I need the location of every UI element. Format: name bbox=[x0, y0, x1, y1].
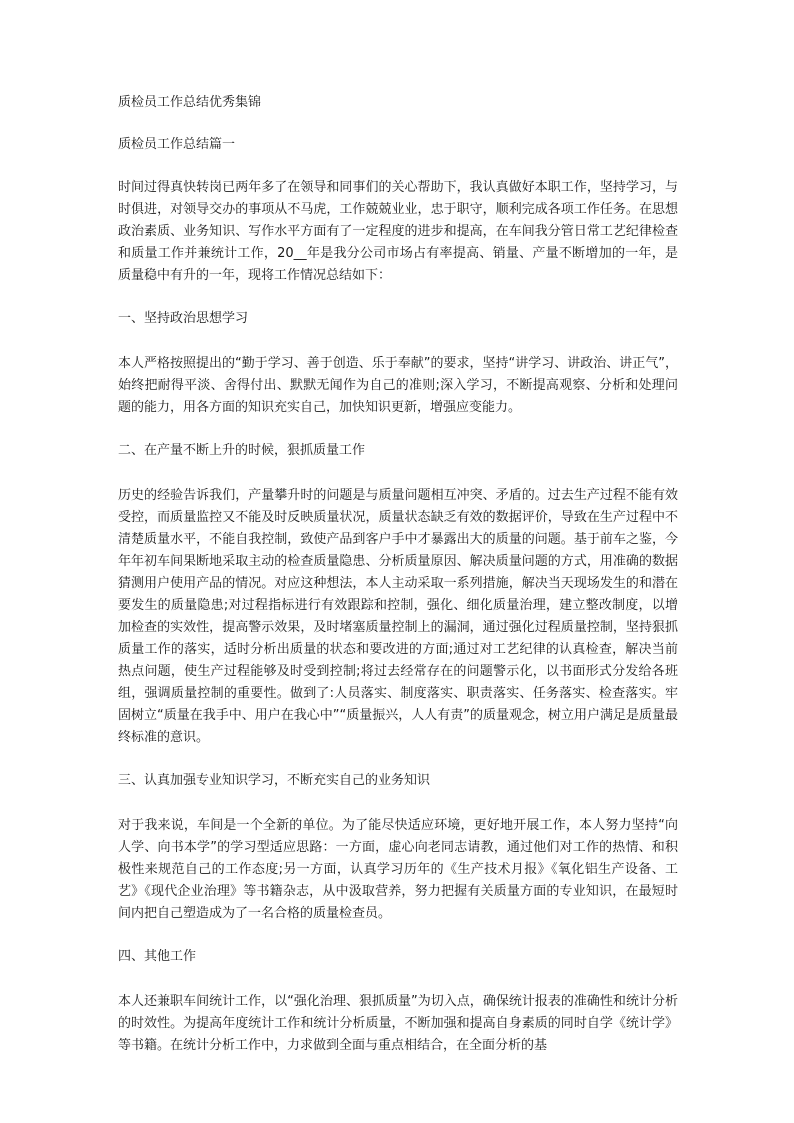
paragraph-quality: 历史的经验告诉我们，产量攀升时的问题是与质量问题相互冲突、矛盾的。过去生产过程不能有效受控，而质量监控又不能及时反映质量状况，质量状态缺乏有效的数据评价，导致在生产过程中不清楚质量水平，不能自我控制，致使产品到客户手中才暴露出大的质量的问题。基于前车之鉴，今年年初车间果断地采取主动的检查质量隐患、分析质量原因、解决质量问题的方式，用准确的数据猜测用户使用产品的情况。对应这种想法，本人主动采取一系列措施，解决当天现场发生的和潜在要发生的质量隐患;对过程指标进行有效跟踪和控制，强化、细化质量治理，建立整改制度，以增加检查的实效性，提高警示效果，及时堵塞质量控制上的漏洞，通过强化过程质量控制，坚持狠抓质量工作的落实，适时分析出质量的状态和要改进的方面;通过对工艺纪律的认真检查，解决当前热点问题，使生产过程能够及时受到控制;将过去经常存在的问题警示化，以书面形式分发给各班组，强调质量控制的重要性。做到了:人员落实、制度落实、职责落实、任务落实、检查落实。牢固树立“质量在我手中、用户在我心中”“质量振兴，人人有责”的质量观念，树立用户满足是质量最终标准的意识。 bbox=[118, 488, 678, 745]
section-subtitle: 质检员工作总结篇一 bbox=[118, 137, 236, 152]
heading-quality: 二、在产量不断上升的时候，狠抓质量工作 bbox=[118, 443, 366, 458]
heading-knowledge: 三、认真加强专业知识学习，不断充实自己的业务知识 bbox=[118, 773, 431, 788]
paragraph-politics: 本人严格按照提出的“勤于学习、善于创造、乐于奉献”的要求，坚持“讲学习、讲政治、讲正气”，始终把耐得平淡、舍得付出、默默无闻作为自己的准则;深入学习，不断提高观察、分析和处理问题的能力，用各方面的知识充实自己，加快知识更新，增强应变能力。 bbox=[118, 356, 678, 415]
document-title: 质检员工作总结优秀集锦 bbox=[118, 95, 262, 110]
document-page bbox=[118, 93, 678, 1079]
paragraph-other-work: 本人还兼职车间统计工作，以“强化治理、狠抓质量”为切入点，确保统计报表的准确性和统计分析的时效性。为提高年度统计工作和统计分析质量，不断加强和提高自身素质的同时自学《统计学》等书籍。在统计分析工作中，力求做到全面与重点相结合，在全面分析的基 bbox=[118, 994, 678, 1053]
paragraph-knowledge: 对于我来说，车间是一个全新的单位。为了能尽快适应环境，更好地开展工作，本人努力坚持“向人学、向书本学”的学习型适应思路：一方面，虚心向老同志请教，通过他们对工作的热情、和积极性来规范自己的工作态度;另一方面，认真学习历年的《生产技术月报》《氧化铝生产设备、工艺》《现代企业治理》等书籍杂志，从中汲取营养，努力把握有关质量方面的专业知识，在最短时间内把自己塑造成为了一名合格的质量检查员。 bbox=[118, 818, 678, 921]
heading-other-work: 四、其他工作 bbox=[118, 949, 197, 964]
heading-politics: 一、坚持政治思想学习 bbox=[118, 311, 249, 326]
intro-paragraph: 时间过得真快转岗已两年多了在领导和同事们的关心帮助下，我认真做好本职工作，坚持学习，与时俱进，对领导交办的事项从不马虎，工作兢兢业业，忠于职守，顺利完成各项工作任务。在思想政治素质、业务知识、写作水平方面有了一定程度的进步和提高，在车间我分管日常工艺纪律检查和质量工作并兼统计工作，20__年是我分公司市场占有率提高、销量、产量不断增加的一年，是质量稳中有升的一年，现将工作情况总结如下： bbox=[118, 180, 678, 283]
